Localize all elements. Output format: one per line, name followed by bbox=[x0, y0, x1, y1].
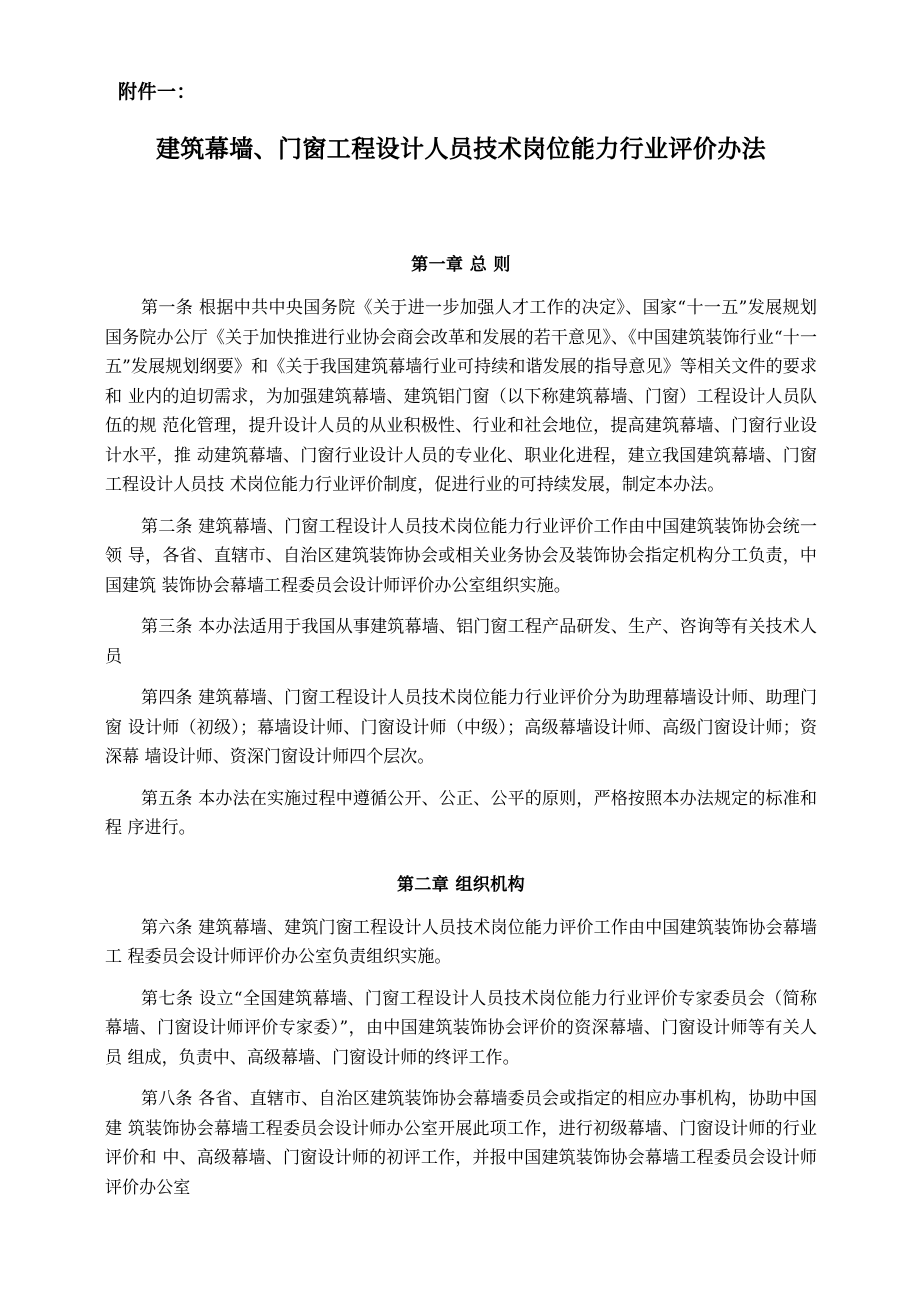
article-8: 第八条 各省、直辖市、自治区建筑装饰协会幕墙委员会或指定的相应办事机构，协助中国建 筑装饰协会幕墙工程委员会设计师办公室开展此项工作，进行初级幕墙、门窗设计师的行业评价和 中、高级幕墙、门窗设计师的初评工作，并报中国建筑装饰协会幕墙工程委员会设计师评价办公室 bbox=[105, 1089, 817, 1198]
document-content bbox=[105, 0, 817, 1203]
attachment-label: 附件一： bbox=[118, 81, 197, 103]
chapter-heading-1: 第一章 总 则 bbox=[411, 255, 511, 275]
article-7: 第七条 设立“全国建筑幕墙、门窗工程设计人员技术岗位能力行业评价专家委员会（简称 幕墙、门窗设计师评价专家委）”，由中国建筑装饰协会评价的资深幕墙、门窗设计师等有关人员 组成，负责中、高级幕墙、门窗设计师的终评工作。 bbox=[105, 988, 817, 1068]
chapter-heading-2: 第二章 组织机构 bbox=[396, 874, 526, 895]
article-1: 第一条 根据中共中央国务院《关于进一步加强人才工作的决定》、国家“十一五”发展规划 国务院办公厅《关于加快推进行业协会商会改革和发展的若干意见》、《中国建筑装饰行业“十一 五”发展规划纲要》和《关于我国建筑幕墙行业可持续和谐发展的指导意见》等相关文件的要求和 业内的迫切需求，为加强建筑幕墙、建筑铝门窗（以下称建筑幕墙、门窗）工程设计人员队伍的规 范化管理，提升设计人员的从业积极性、行业和社会地位，提高建筑幕墙、门窗行业设计水平，推 动建筑幕墙、门窗行业设计人员的专业化、职业化进程，建立我国建筑幕墙、门窗工程设计人员技 术岗位能力行业评价制度，促进行业的可持续发展，制定本办法。 bbox=[105, 298, 817, 495]
article-2: 第二条 建筑幕墙、门窗工程设计人员技术岗位能力行业评价工作由中国建筑装饰协会统一领 导，各省、直辖市、自治区建筑装饰协会或相关业务协会及装饰协会指定机构分工负责，中国建筑 装饰协会幕墙工程委员会设计师评价办公室组织实施。 bbox=[105, 516, 817, 596]
article-4: 第四条 建筑幕墙、门窗工程设计人员技术岗位能力行业评价分为助理幕墙设计师、助理门窗 设计师（初级）；幕墙设计师、门窗设计师（中级）；高级幕墙设计师、高级门窗设计师；资深幕 墙设计师、资深门窗设计师四个层次。 bbox=[105, 688, 817, 767]
page-title: 建筑幕墙、门窗工程设计人员技术岗位能力行业评价办法 bbox=[156, 135, 766, 163]
article-3: 第三条 本办法适用于我国从事建筑幕墙、铝门窗工程产品研发、生产、咨询等有关技术人员 bbox=[105, 617, 817, 667]
article-6: 第六条 建筑幕墙、建筑门窗工程设计人员技术岗位能力评价工作由中国建筑装饰协会幕墙工 程委员会设计师评价办公室负责组织实施。 bbox=[105, 917, 817, 967]
article-5: 第五条 本办法在实施过程中遵循公开、公正、公平的原则，严格按照本办法规定的标准和程 序进行。 bbox=[105, 788, 817, 838]
